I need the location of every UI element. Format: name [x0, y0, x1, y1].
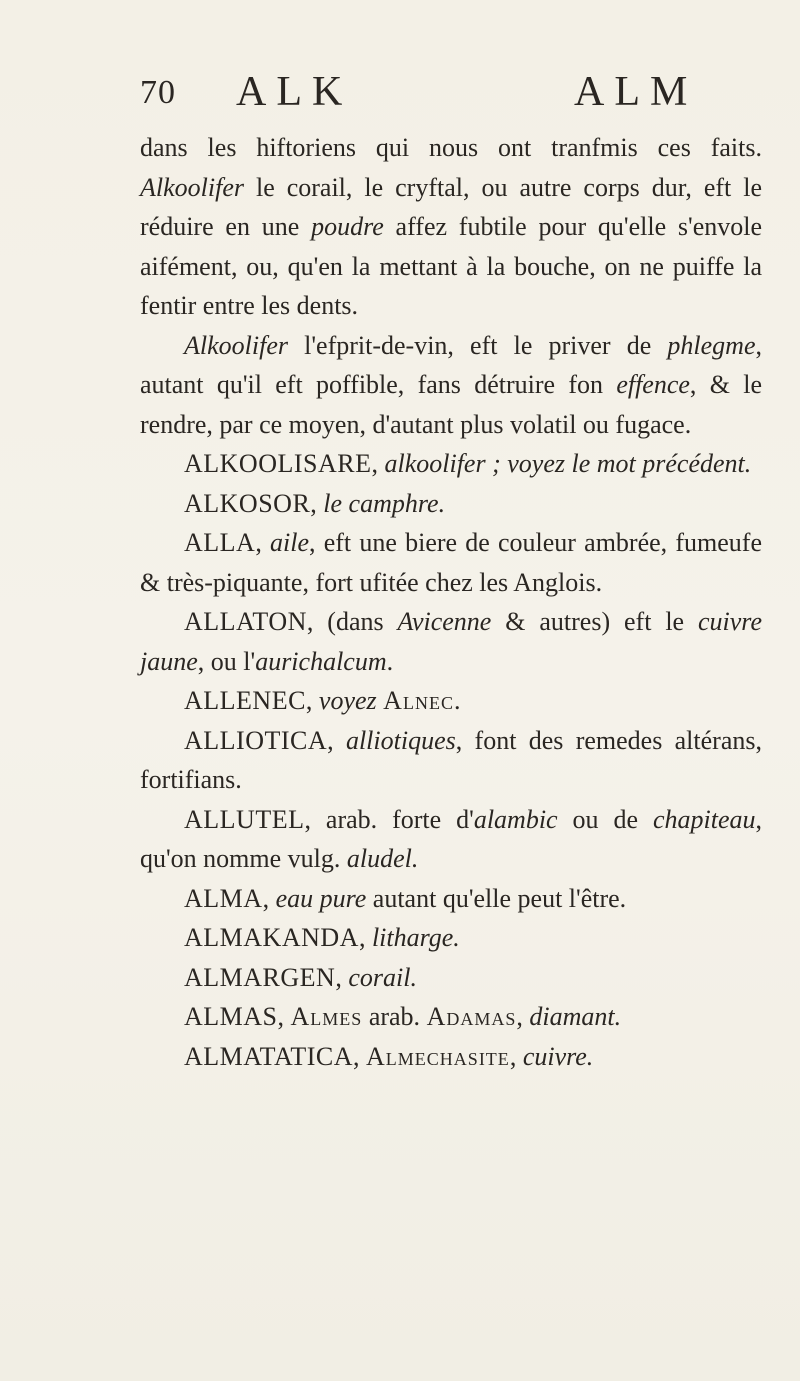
dictionary-text-body — [140, 128, 762, 1076]
entry-headword: ALMAS — [184, 1002, 278, 1031]
entry-text: poudre — [311, 212, 384, 241]
entry-headword: ALMA — [184, 883, 263, 913]
dictionary-entry — [140, 602, 762, 681]
entry-headword: ALLUTEL — [184, 804, 305, 834]
entry-text: le camphre. — [323, 488, 446, 518]
entry-text: chapiteau — [652, 804, 756, 834]
dictionary-entry — [140, 997, 762, 1037]
entry-text: , — [310, 488, 324, 518]
entry-headword: ALLATON — [184, 607, 307, 636]
dictionary-entry — [140, 484, 762, 524]
entry-text: , font des remedes altérans, fortifians. — [140, 725, 762, 794]
entry-text: autant qu'elle peut l'être. — [366, 883, 627, 913]
entry-text: Avicenne — [397, 607, 492, 636]
entry-text: Adamas — [426, 1002, 517, 1031]
dictionary-entry — [140, 721, 762, 800]
entry-text: , — [255, 528, 271, 557]
entry-text: Alkoolifer — [184, 330, 288, 360]
entry-headword: ALLA — [184, 528, 256, 557]
entry-headword: ALMAKANDA — [184, 923, 359, 952]
entry-text: , eft une biere de couleur ambrée, fumeufe & très-piquante, fort ufitée chez les Anglois. — [140, 528, 762, 597]
entry-text: Alkoolifer — [140, 172, 244, 202]
page-number: 70 — [140, 74, 176, 111]
entry-headword: ALLIOTICA — [184, 725, 328, 755]
entry-text: , ou l' — [197, 646, 256, 676]
entry-text: dans les hiftoriens qui nous ont tranfmis ces faits. — [140, 133, 762, 162]
entry-headword: ALMARGEN — [184, 962, 336, 992]
entry-text: Almes — [290, 1002, 363, 1031]
entry-text: , — [358, 923, 372, 952]
entry-text: . — [386, 646, 394, 676]
entry-text: corail. — [348, 962, 417, 992]
dictionary-entry — [140, 918, 762, 958]
dictionary-entry — [140, 800, 762, 879]
running-header — [140, 68, 700, 116]
entry-text: , autant qu'il eft poffible, fans détruire fon — [140, 330, 762, 399]
entry-text: , — [277, 1002, 291, 1031]
entry-text: cuivre jaune — [140, 607, 762, 676]
entry-text: . — [453, 686, 461, 715]
entry-text: alliotiques — [345, 725, 456, 755]
entry-headword: ALMATATICA — [184, 1041, 354, 1071]
entry-text: , — [371, 449, 385, 478]
entry-text: & autres) eft le — [491, 607, 698, 636]
entry-text: phlegme — [667, 330, 756, 360]
entry-text: , qu'on nomme vulg. — [140, 804, 762, 873]
dictionary-entry — [140, 326, 762, 445]
entry-text: , — [327, 725, 346, 755]
entry-headword: ALLENEC — [184, 686, 306, 715]
entry-text: , — [353, 1041, 367, 1071]
continued-paragraph — [140, 128, 762, 326]
entry-text: affez fubtile pour qu'elle s'envole aifément, ou, qu'en la mettant à la bouche, on ne puiffe la fentir entre les dents. — [140, 212, 763, 320]
entry-text: , & le rendre, par ce moyen, d'autant plus volatil ou fugace. — [140, 370, 762, 439]
entry-text: le corail, le cryftal, ou autre corps dur, eft le réduire en une — [140, 172, 762, 241]
entry-text: eau pure — [275, 883, 367, 913]
entry-text: Almechasite — [366, 1041, 510, 1071]
entry-text: alambic — [473, 804, 558, 834]
entry-headword: ALKOOLISARE — [184, 449, 372, 478]
entry-text: , — [509, 1041, 523, 1071]
dictionary-entry — [140, 523, 762, 602]
entry-text: litharge. — [371, 923, 460, 952]
entry-text: , — [335, 962, 349, 992]
entry-text: cuivre. — [522, 1041, 594, 1071]
entry-text: , — [516, 1002, 530, 1031]
dictionary-entry — [140, 1037, 762, 1077]
entry-text: , arab. forte d' — [304, 804, 474, 834]
entry-text: arab. — [362, 1002, 427, 1031]
entry-text: voyez — [318, 686, 377, 715]
entry-text: aludel. — [346, 844, 419, 873]
running-head-right: ALM — [574, 69, 698, 115]
entry-text: aurichalcum — [255, 646, 387, 676]
entry-text: diamant. — [529, 1002, 622, 1031]
entry-text: effence — [616, 370, 690, 399]
entry-text: alkoolifer ; voyez le mot précédent. — [384, 449, 752, 478]
entry-text: , — [305, 686, 319, 715]
entry-text: , — [262, 883, 276, 913]
entry-text: l'efprit-de-vin, eft le priver de — [287, 330, 668, 360]
dictionary-entry — [140, 444, 762, 484]
entry-text: , (dans — [306, 607, 398, 636]
running-head-left: ALK — [236, 69, 353, 115]
dictionary-entry — [140, 958, 762, 998]
entry-text: aile — [270, 528, 310, 557]
entry-headword: ALKOSOR — [184, 488, 311, 518]
dictionary-entry — [140, 879, 762, 919]
entry-text: Alnec — [383, 686, 454, 715]
dictionary-entry — [140, 681, 762, 721]
entry-text: ou de — [557, 804, 653, 834]
